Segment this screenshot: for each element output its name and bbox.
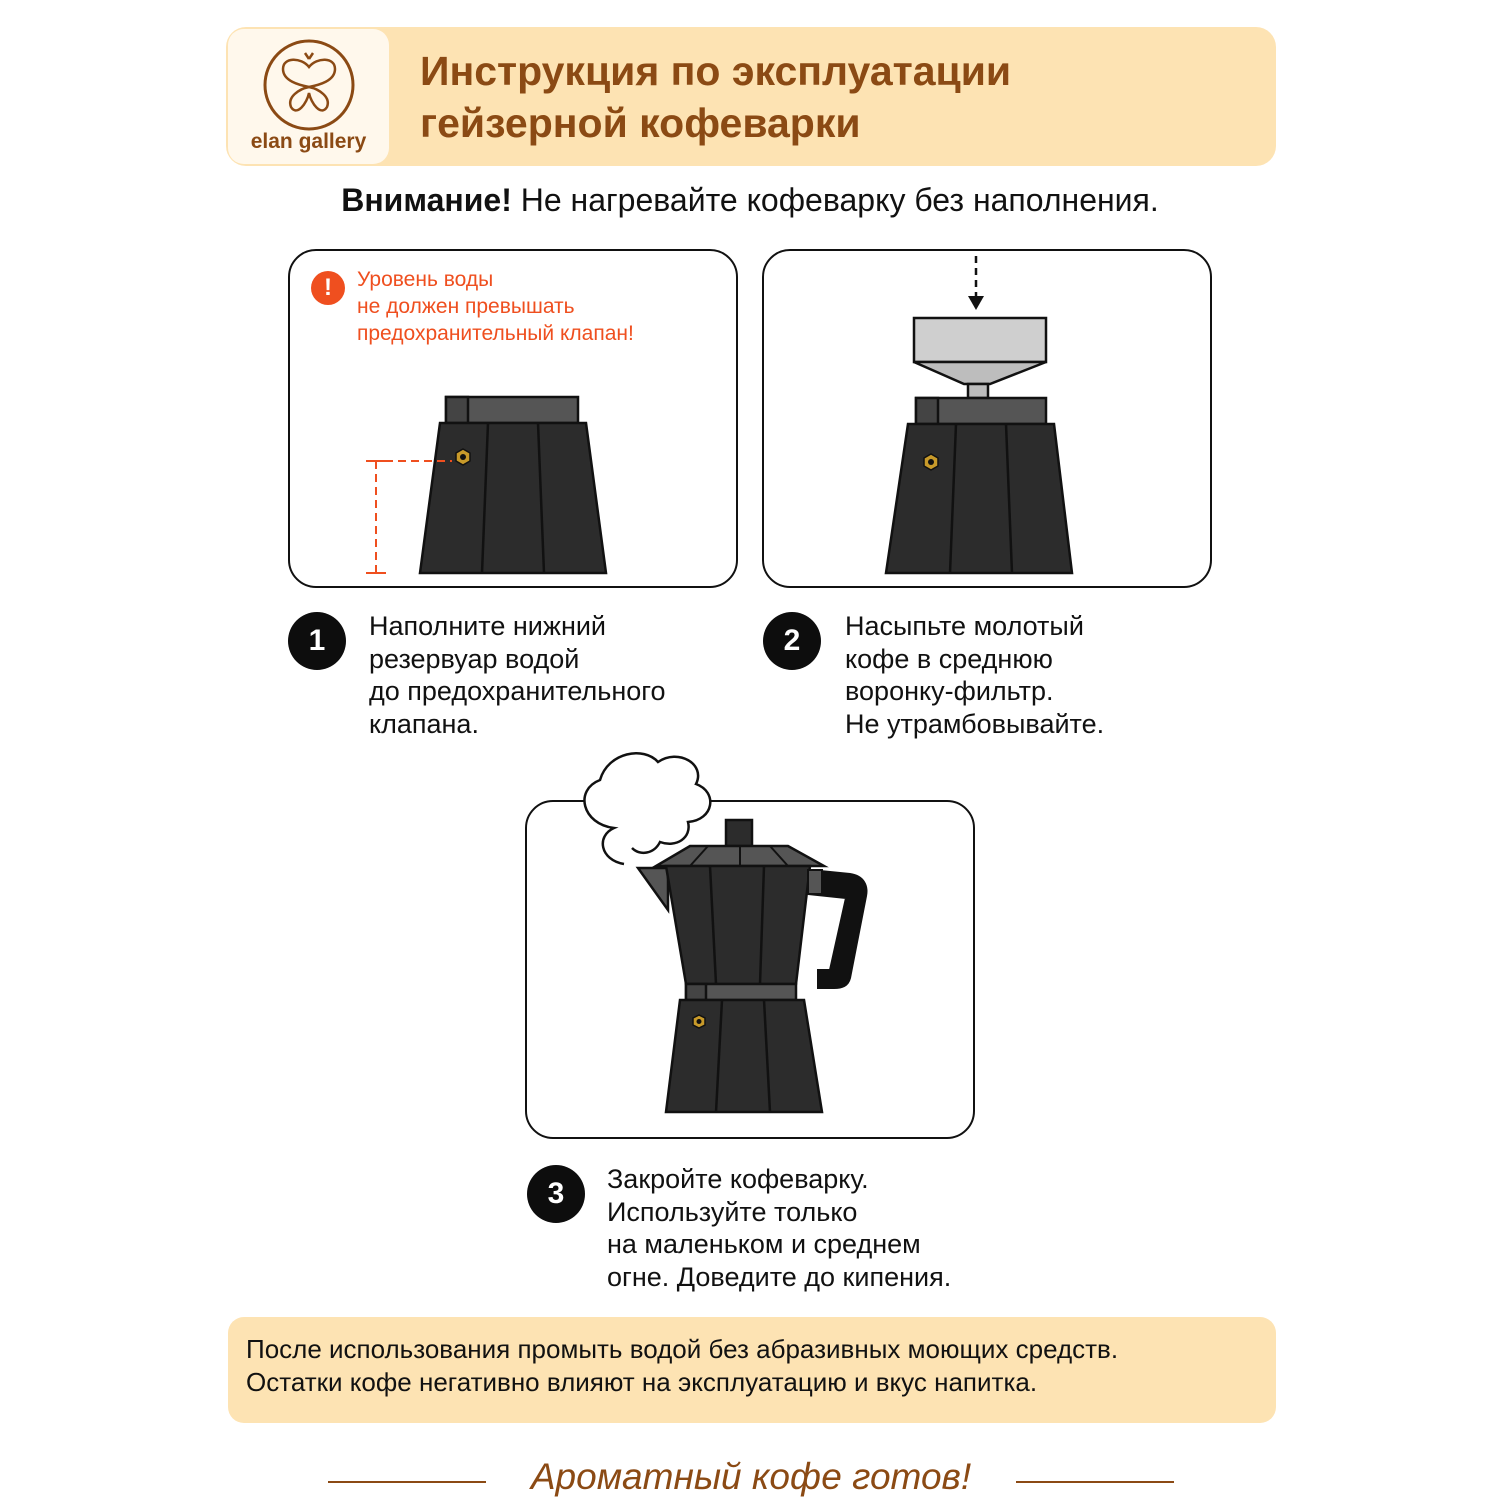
caption-line: огне. Доведите до кипения. (607, 1261, 952, 1292)
caption-line: на маленьком и среднем (607, 1229, 921, 1259)
caption-line: Наполните нижний (369, 611, 607, 641)
page-title (420, 45, 1260, 149)
caption-line: до предохранительного (369, 676, 666, 706)
water-level-alert (357, 266, 727, 347)
caption-line: резервуар водой (369, 643, 580, 674)
moka-pot-steam-illustration (560, 738, 880, 1118)
caption-line: воронку-фильтр. (845, 676, 1054, 706)
alert-line: предохранительный клапан! (357, 322, 634, 345)
warning-line (0, 182, 1500, 219)
note-line: Остатки кофе негативно влияют на эксплуатацию и вкус напитка. (246, 1367, 1038, 1397)
title-line-2: гейзерной кофеварки (420, 100, 861, 146)
warning-text: Не нагревайте кофеварку без наполнения. (511, 182, 1159, 218)
divider-right (1016, 1481, 1174, 1483)
caption-line: клапана. (369, 708, 479, 739)
cleaning-note (228, 1317, 1276, 1423)
logo-text: elan gallery (250, 130, 367, 153)
note-line: После использования промыть водой без абразивных моющих средств. (246, 1334, 1119, 1364)
divider-left (328, 1481, 486, 1483)
step-3-caption (607, 1163, 1027, 1293)
alert-line: не должен превышать (357, 295, 575, 318)
title-line-1: Инструкция по эксплуатации (420, 48, 1012, 94)
caption-line: Закройте кофеварку. (607, 1164, 869, 1194)
butterfly-logo-icon (261, 37, 357, 133)
funnel-filter-illustration (830, 252, 1090, 577)
caption-line: Насыпьте молотый (845, 611, 1084, 641)
step-2-badge: 2 (763, 612, 821, 670)
alert-line: Уровень воды (357, 268, 494, 291)
warning-bold: Внимание! (341, 182, 512, 218)
step-3-badge: 3 (527, 1165, 585, 1223)
caption-line: Не утрамбовывайте. (845, 708, 1105, 739)
caption-line: кофе в среднюю (845, 643, 1053, 674)
alert-icon: ! (311, 271, 345, 305)
bottom-reservoir-illustration (360, 395, 610, 580)
step-1-badge: 1 (288, 612, 346, 670)
step-2-caption (845, 610, 1225, 740)
caption-line: Используйте только (607, 1196, 858, 1227)
final-slogan: Ароматный кофе готов! (530, 1456, 972, 1497)
step-1-caption (369, 610, 749, 740)
